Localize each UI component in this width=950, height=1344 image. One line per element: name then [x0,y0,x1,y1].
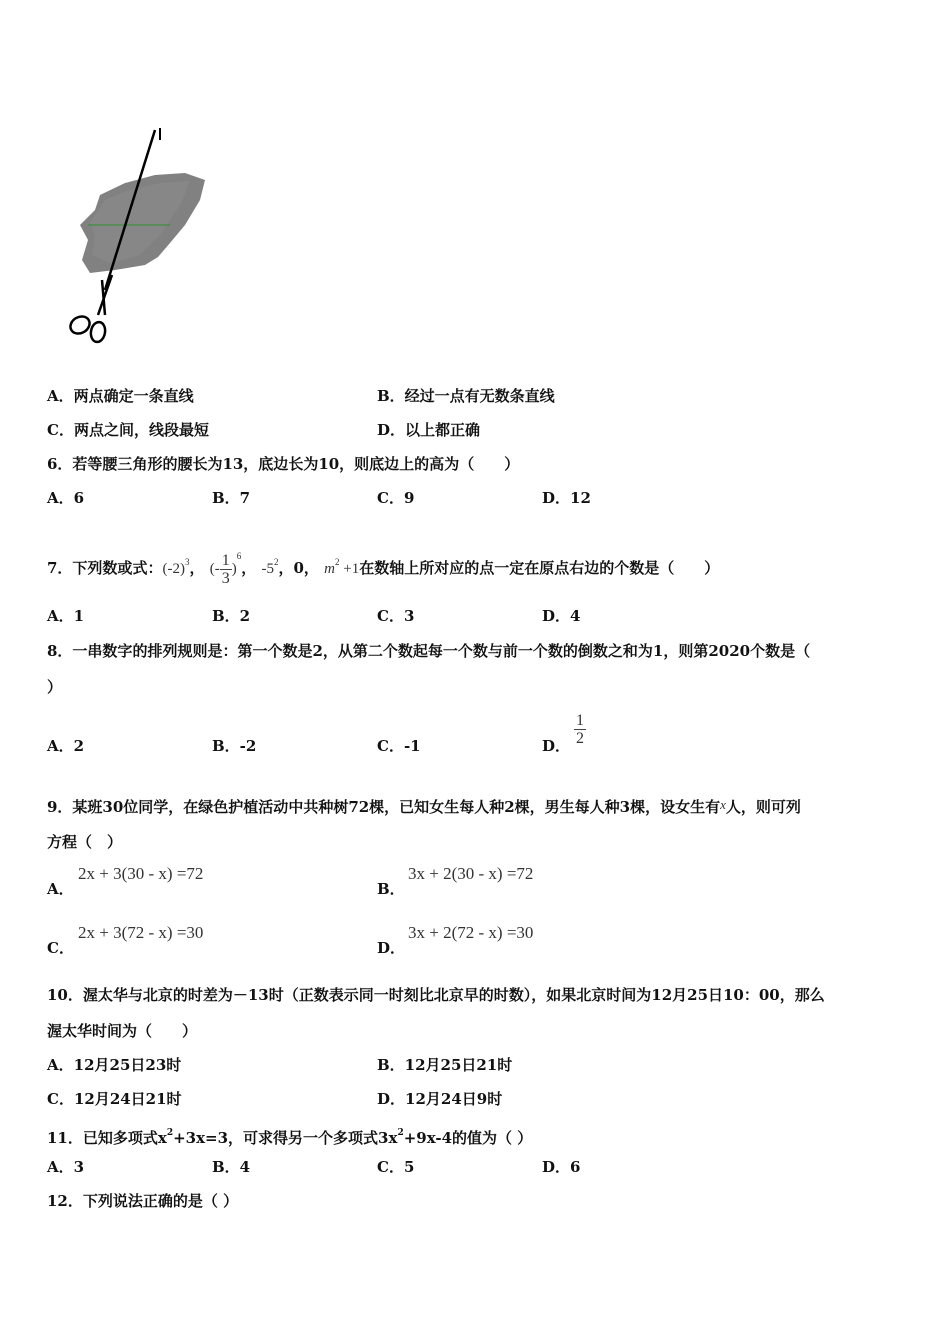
q7-option-d: D．4 [542,607,581,625]
q9-text: 9．某班30位同学，在绿色护植活动中共种树72棵，已知女生每人种2棵，男生每人种3棵，设女生有x人，则可列 [47,797,801,816]
q11-option-a: A．3 [47,1158,85,1176]
q5-option-a: A．两点确定一条直线 [47,387,194,405]
q8-text-cont: ） [47,678,63,696]
q6-option-d: D．12 [542,489,591,507]
q6-option-b: B．7 [212,489,251,507]
q7-text: 7．下列数或式：$(-2)^3$， (- $\frac{1}{3}$ )$^6$， $-5^2$，0， $m^2 +1$在数轴上所对应的点一定在原点右边的个数是（ ） [47,551,720,588]
q5-option-d: D．以上都正确 [377,421,481,439]
q7-suffix: 在数轴上所对应的点一定在原点右边的个数是（ ） [359,559,720,577]
q10-option-c: C．12月24日21时 [47,1090,182,1108]
q11-option-d: D．6 [542,1158,581,1176]
q10-option-a: A．12月25日23时 [47,1056,182,1074]
q11-option-b: B．4 [212,1158,251,1176]
q9-option-d-formula: 3x + 2(72 - x) =30 [408,923,534,942]
q7-expr-1: $(-2)^3$ [162,557,190,577]
q11-option-c: C．5 [377,1158,415,1176]
q8-option-d-fraction: $\frac{1}{2}$ [576,712,584,747]
q7-option-a: A．1 [47,607,85,625]
q7-zero: 0， [293,559,319,577]
leaf-shape [80,173,205,273]
q9-option-d-label: D． [377,939,406,957]
q6-option-c: C．9 [377,489,415,507]
leaf-scissors-figure [60,125,220,350]
q6-text: 6．若等腰三角形的腰长为13，底边长为10，则底边上的高为（ ） [47,455,520,473]
q10-text: 10．渥太华与北京的时差为－13时（正数表示同一时刻比北京早的时数），如果北京时间为12月25日10：00，那么 [47,986,825,1004]
q8-option-c: C．-1 [377,737,421,755]
q9-option-b-label: B． [377,880,405,898]
q9-text-cont: 方程（ ） [47,833,123,851]
q8-option-b: B．-2 [212,737,257,755]
q6-option-a: A．6 [47,489,85,507]
q7-expr-4: $m^2 +1$ [324,557,360,577]
q7-expr-3: $-5^2$ [261,557,279,577]
q8-option-a: A．2 [47,737,85,755]
q12-text: 12．下列说法正确的是（ ） [47,1192,239,1210]
q9-option-a-label: A． [47,880,74,898]
q10-text-cont: 渥太华时间为（ ） [47,1022,198,1040]
q11-text: 11．已知多项式$x^2+3x=3$，可求得另一个多项式$3x^2+9x-4$的值为（ ） [47,1128,533,1147]
q5-option-c: C．两点之间，线段最短 [47,421,209,439]
q7-option-b: B．2 [212,607,251,625]
q9-option-a-formula: 2x + 3(30 - x) =72 [78,864,204,883]
q10-option-d: D．12月24日9时 [377,1090,503,1108]
q7-prefix: 7．下列数或式： [47,559,163,577]
q7-expr-2: (- $\frac{1}{3}$ )$^6$ [209,551,242,588]
q9-option-b-formula: 3x + 2(30 - x) =72 [408,864,534,883]
q9-option-c-label: C． [47,939,74,957]
q8-option-d: D． [542,737,571,755]
q8-text: 8．一串数字的排列规则是：第一个数是2，从第二个数起每一个数与前一个数的倒数之和为1，则第2020个数是（ [47,642,811,660]
q10-option-b: B．12月25日21时 [377,1056,513,1074]
q9-option-c-formula: 2x + 3(72 - x) =30 [78,923,204,942]
q7-option-c: C．3 [377,607,415,625]
q5-option-b: B．经过一点有无数条直线 [377,387,555,405]
